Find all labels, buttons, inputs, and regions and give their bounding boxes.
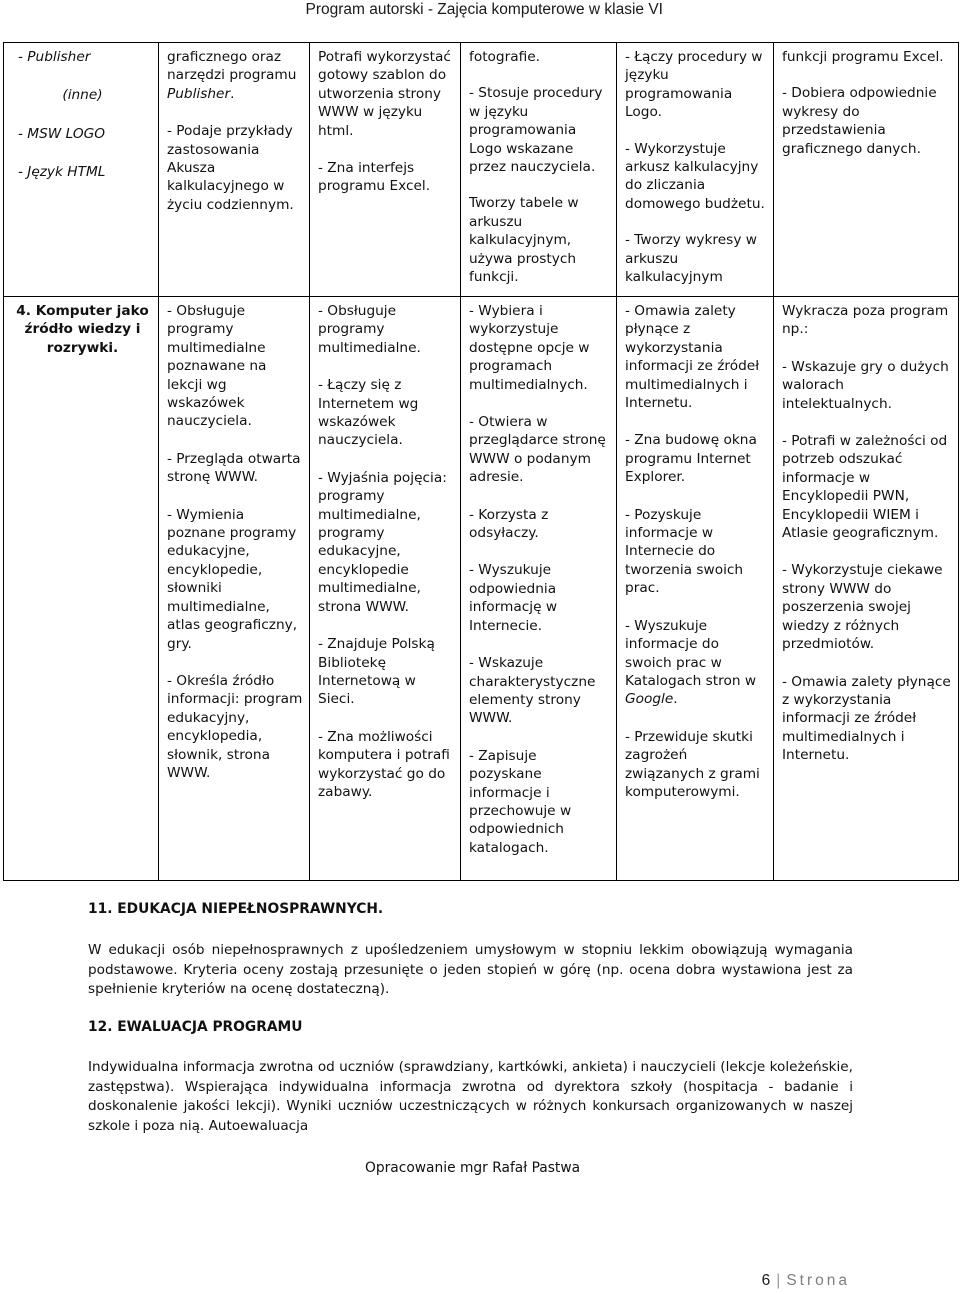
cell-text: - MSW LOGO <box>18 125 106 142</box>
cell-text: - Otwiera w przeglądarce stronę WWW o podanym adresie. <box>469 414 606 486</box>
cell-text: - Łączy procedury w języku programowania Logo. <box>625 49 763 121</box>
cell-text: Wykracza poza program np.: <box>782 303 949 338</box>
cell-text: - Wyszukuje informacje do swoich prac w Katalogach stron w Google. <box>625 617 757 708</box>
table-cell-level5 <box>774 297 959 881</box>
cell-text: - Określa źródło informacji: program edukacyjny, encyklopedia, słownik, strona WWW. <box>167 672 303 781</box>
cell-text: - Wyszukuje odpowiednia informację w Internecie. <box>469 562 558 634</box>
table-cell-level1 <box>159 43 310 297</box>
table-row <box>4 297 959 881</box>
table-row <box>4 43 959 297</box>
cell-text: - Potrafi w zależności od potrzeb odszukać informacje w Encyklopedii PWN, Encyklopedii WIEM i Atlasie geograficznym. <box>782 433 948 542</box>
cell-text: - Wykorzystuje ciekawe strony WWW do poszerzenia swojej wiedzy z różnych przedmiotów. <box>782 562 943 653</box>
cell-text: - Korzysta z odsyłaczy. <box>469 506 549 542</box>
page-word: Strona <box>786 1272 850 1289</box>
requirements-table <box>3 42 959 881</box>
table-cell-level4 <box>617 297 774 881</box>
author-signature: Opracowanie mgr Rafał Pastwa <box>365 1160 581 1176</box>
page-number <box>762 1272 850 1290</box>
cell-text: - Podaje przykłady zastosowania Akusza kalkulacyjnego w życiu codziennym. <box>167 123 294 213</box>
section-heading: 11. EDUKACJA NIEPEŁNOSPRAWNYCH. <box>88 901 384 917</box>
table-cell-topic <box>4 297 159 881</box>
section-paragraph: Indywidualna informacja zwrotna od uczniów (sprawdziany, kartkówki, ankieta) i nauczycieli (lekcje koleżeńskie, zastępstwa). Wspierająca indywidualna informacja zwrotna od dyrektora szkoły (hospitacja - badanie i doskonalenie jakości lekcji). Wyniki uczniów uczestniczących w różnych konkursach organizowanych w naszej szkole i poza nią. Autoewaluacja <box>88 1059 853 1134</box>
cell-text: - Przewiduje skutki zagrożeń związanych z grami komputerowymi. <box>625 728 760 800</box>
cell-text: - Wyjaśnia pojęcia: programy multimedialne, programy edukacyjne, encyklopedie multimedialne, strona WWW. <box>318 469 447 615</box>
cell-text: - Zna możliwości komputera i potrafi wykorzystać go do zabawy. <box>318 728 450 800</box>
cell-text: Potrafi wykorzystać gotowy szablon do utworzenia strony WWW w języku html. <box>318 49 451 139</box>
cell-text: - Zna budowę okna programu Internet Explorer. <box>625 432 757 486</box>
table-cell-level5 <box>774 43 959 297</box>
table-cell-level1 <box>159 297 310 881</box>
cell-text: graficznego oraz narzędzi programu Publisher. <box>167 49 297 102</box>
cell-text: - Omawia zalety płynące z wykorzystania informacji ze źródeł multimedialnych i Internetu. <box>782 673 951 764</box>
table-cell-level3 <box>461 297 617 881</box>
cell-text: - Wymienia poznane programy edukacyjne, encyklopedie, słowniki multimedialne, atlas geograficzny, gry. <box>167 506 298 652</box>
table-cell-level4 <box>617 43 774 297</box>
cell-text: - Wybiera i wykorzystuje dostępne opcje w programach multimedialnych. <box>469 303 590 393</box>
cell-text: funkcji programu Excel. <box>782 49 944 65</box>
table-cell-level2 <box>310 43 461 297</box>
cell-text: - Zapisuje pozyskane informacje i przechowuje w odpowiednich katalogach. <box>469 747 572 856</box>
cell-text: - Przegląda otwarta stronę WWW. <box>167 450 301 486</box>
cell-text: - Pozyskuje informacje w Internecie do tworzenia swoich prac. <box>625 506 744 597</box>
cell-text: - Wykorzystuje arkusz kalkulacyjny do zliczania domowego budżetu. <box>625 140 765 212</box>
page-number-separator: | <box>776 1272 781 1289</box>
table-cell-topic <box>4 43 159 297</box>
cell-text: fotografie. <box>469 49 541 65</box>
cell-text: - Obsługuje programy multimedialne poznawane na lekcji wg wskazówek nauczyciela. <box>167 303 267 430</box>
table-cell-level3 <box>461 43 617 297</box>
cell-text: - Publisher <box>18 49 91 65</box>
cell-text: - Znajduje Polską Bibliotekę Internetową w Sieci. <box>318 636 435 708</box>
page-header-title: Program autorski - Zajęcia komputerowe w klasie VI <box>305 1 663 18</box>
section-heading: 12. EWALUACJA PROGRAMU <box>88 1019 303 1035</box>
cell-text: - Omawia zalety płynące z wykorzystania informacji ze źródeł multimedialnych i Internetu. <box>625 303 760 412</box>
cell-text: - Obsługuje programy multimedialne. <box>318 303 421 356</box>
section-paragraph: W edukacji osób niepełnosprawnych z upośledzeniem umysłowym w stopniu lekkim obowiązują wymagania podstawowe. Kryteria oceny zostają przesunięte o jeden stopień w górę (np. ocena dobra wystawiona jest za spełnienie kryteriów na ocenę dostateczną). <box>88 942 853 997</box>
cell-text: (inne) <box>62 87 103 104</box>
topic-heading: 4. Komputer jako źródło wiedzy i rozrywki. <box>16 303 149 356</box>
cell-text-google <box>625 617 768 709</box>
cell-text: - Łączy się z Internetem wg wskazówek nauczyciela. <box>318 377 419 449</box>
page-number-value: 6 <box>761 1272 771 1289</box>
cell-text: - Zna interfejs programu Excel. <box>318 160 431 195</box>
cell-text: - Język HTML <box>18 164 106 181</box>
cell-text: - Stosuje procedury w języku programowania Logo wskazane przez nauczyciela. <box>469 85 603 176</box>
cell-text: - Wskazuje charakterystyczne elementy strony WWW. <box>469 655 596 727</box>
table-cell-level2 <box>310 297 461 881</box>
cell-text: - Dobiera odpowiednie wykresy do przedstawienia graficznego danych. <box>782 85 937 157</box>
cell-text: - Wskazuje gry o dużych walorach intelektualnych. <box>782 358 949 412</box>
cell-text: Tworzy tabele w arkuszu kalkulacyjnym, używa prostych funkcji. <box>469 195 579 286</box>
cell-text: - Tworzy wykresy w arkuszu kalkulacyjnym <box>625 232 757 286</box>
